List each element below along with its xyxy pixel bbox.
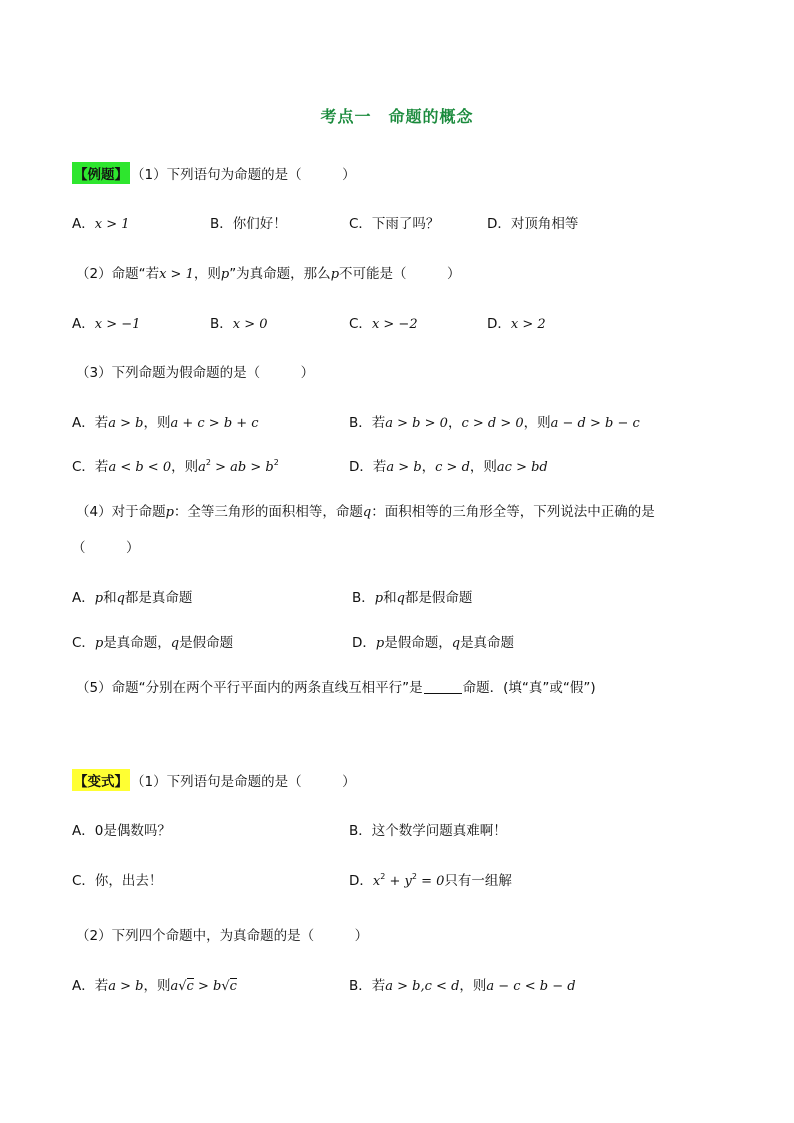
stem-text: （2）命题“若 — [76, 266, 160, 282]
math-expr: > b — [193, 979, 222, 994]
math-expr: p — [374, 591, 384, 606]
example-q4-option-c — [72, 631, 233, 651]
math-expr: a > b — [386, 460, 422, 475]
math-expr: x > 2 — [510, 317, 546, 332]
stem-text: （5）命题“分别在两个平行平面内的两条直线互相平行”是 — [76, 680, 423, 696]
variant-q2-option-b — [349, 974, 576, 994]
stem-text: ，则 — [469, 459, 497, 475]
option-label: A． — [72, 590, 95, 606]
example-q2-option-c — [349, 312, 418, 332]
math-expr: x > −2 — [371, 317, 418, 332]
stem-text: 是假命题， — [384, 635, 452, 651]
variant-q1-option-c: C．你，出去！ — [72, 873, 163, 889]
math-expr: a — [198, 460, 206, 475]
option-label: C． — [349, 316, 372, 332]
sqrt-sign: √ — [221, 979, 230, 994]
variant-q1-text: （1）下列语句是命题的是（ ） — [131, 774, 356, 790]
exponent: 2 — [411, 872, 417, 881]
example-q2-stem — [76, 262, 461, 282]
math-expr: a > b — [108, 979, 144, 994]
example-q3-option-d — [349, 455, 548, 475]
math-expr: p — [330, 267, 340, 282]
stem-text: ，则 — [459, 978, 487, 994]
option-label: B．若 — [349, 415, 386, 431]
stem-text: 不可能是（ ） — [339, 266, 461, 282]
exponent: 2 — [273, 458, 279, 467]
math-expr: p — [220, 267, 230, 282]
example-q3-option-b — [349, 411, 640, 431]
example-q2-option-d — [487, 312, 546, 332]
stem-text: 都是假命题 — [404, 590, 473, 606]
option-label: D． — [349, 873, 373, 889]
stem-text: 是假命题 — [179, 635, 234, 651]
option-label: A． — [72, 216, 95, 232]
math-expr: + y — [385, 874, 412, 889]
example-q1-option-c: C．下雨了吗？ — [349, 216, 440, 232]
math-expr: q — [362, 505, 372, 520]
option-label: D．若 — [349, 459, 387, 475]
stem-text: 只有一组解 — [444, 873, 512, 889]
stem-text: ， — [447, 415, 462, 431]
example-q4-stem — [76, 500, 655, 520]
math-expr: a − d > b − c — [550, 416, 640, 431]
example-q1-stem — [72, 162, 356, 184]
exponent: 2 — [205, 458, 211, 467]
stem-text: ，则 — [193, 266, 221, 282]
math-expr: = 0 — [416, 874, 445, 889]
math-expr: q — [451, 636, 461, 651]
variant-tag: 【变式】 — [72, 769, 130, 791]
stem-text: 是真命题 — [460, 635, 515, 651]
math-expr: x > 1 — [159, 267, 194, 282]
example-q2-option-a — [72, 312, 140, 332]
math-expr: p — [165, 505, 174, 520]
example-q4-option-b — [352, 586, 472, 606]
stem-text: ，则 — [143, 415, 171, 431]
math-expr: a < b < 0 — [108, 460, 172, 475]
math-expr: x — [372, 874, 381, 889]
variant-q1-option-a: A．0是偶数吗？ — [72, 823, 171, 839]
stem-text: ，则 — [143, 978, 171, 994]
stem-text: （4）对于命题 — [76, 504, 166, 520]
stem-text: ”为真命题，那么 — [229, 266, 331, 282]
math-expr: q — [170, 636, 180, 651]
stem-text: 和 — [103, 590, 117, 606]
answer-blank[interactable] — [424, 679, 462, 694]
math-expr: a > b > 0 — [385, 416, 448, 431]
variant-q2-option-a — [72, 974, 237, 994]
option-label: B． — [210, 316, 233, 332]
example-q1-option-d: D．对顶角相等 — [487, 216, 579, 232]
math-expr: a + c > b + c — [170, 416, 259, 431]
option-label: C． — [72, 635, 95, 651]
stem-text: ，则 — [523, 415, 551, 431]
option-label: A． — [72, 316, 95, 332]
stem-text: ：面积相等的三角形全等，下列说法中正确的是 — [371, 504, 655, 520]
stem-text: ，则 — [171, 459, 199, 475]
option-label: D． — [487, 316, 511, 332]
math-expr: ac > bd — [496, 460, 548, 475]
example-q5-stem — [76, 676, 596, 696]
example-q1-option-b: B．你们好！ — [210, 216, 287, 232]
example-q1-text: （1）下列语句为命题的是（ ） — [131, 167, 356, 183]
sqrt-sign: √ — [178, 979, 187, 994]
stem-text: 和 — [383, 590, 397, 606]
math-expr: x > −1 — [94, 317, 141, 332]
example-q4-stem-line2: （ ） — [72, 540, 140, 556]
stem-text: ， — [421, 459, 436, 475]
variant-q1-stem — [72, 769, 356, 791]
math-expr: x > 1 — [94, 217, 130, 232]
math-expr: a — [170, 979, 179, 994]
math-expr: q — [396, 591, 405, 606]
example-q3-stem: （3）下列命题为假命题的是（ ） — [76, 365, 315, 381]
page-title: 考点一 命题的概念 — [320, 107, 474, 126]
exponent: 2 — [380, 872, 386, 881]
math-expr: a − c < b − d — [486, 979, 576, 994]
math-expr: c > d > 0 — [461, 416, 524, 431]
option-label: B．若 — [349, 978, 386, 994]
example-q3-option-c — [72, 455, 279, 475]
example-tag: 【例题】 — [72, 162, 130, 184]
example-q4-option-d — [352, 631, 514, 651]
math-expr: q — [116, 591, 125, 606]
variant-q1-option-d — [349, 869, 512, 889]
variant-q1-option-b: B．这个数学问题真难啊！ — [349, 823, 507, 839]
math-expr: a > b — [108, 416, 144, 431]
option-label: A．若 — [72, 415, 109, 431]
option-label: D． — [352, 635, 376, 651]
stem-text: 命题．(填“真”或“假”) — [462, 680, 596, 696]
stem-text: 是真命题， — [103, 635, 171, 651]
option-label: C．若 — [72, 459, 109, 475]
stem-text: 都是真命题 — [124, 590, 193, 606]
variant-q2-stem: （2）下列四个命题中，为真命题的是（ ） — [76, 928, 369, 944]
math-expr: c > d — [435, 460, 470, 475]
math-expr: a > b,c < d — [385, 979, 460, 994]
example-q4-option-a — [72, 586, 192, 606]
math-expr: > ab > b — [210, 460, 274, 475]
option-label: A．若 — [72, 978, 109, 994]
radicand: c — [229, 979, 237, 994]
math-expr: p — [94, 591, 104, 606]
stem-text: ：全等三角形的面积相等，命题 — [173, 504, 363, 520]
math-expr: x > 0 — [232, 317, 268, 332]
option-label: B． — [352, 590, 375, 606]
math-expr: p — [375, 636, 385, 651]
example-q2-option-b — [210, 312, 268, 332]
example-q1-option-a — [72, 212, 130, 232]
math-expr: p — [94, 636, 104, 651]
radicand: c — [186, 979, 194, 994]
example-q3-option-a — [72, 411, 259, 431]
